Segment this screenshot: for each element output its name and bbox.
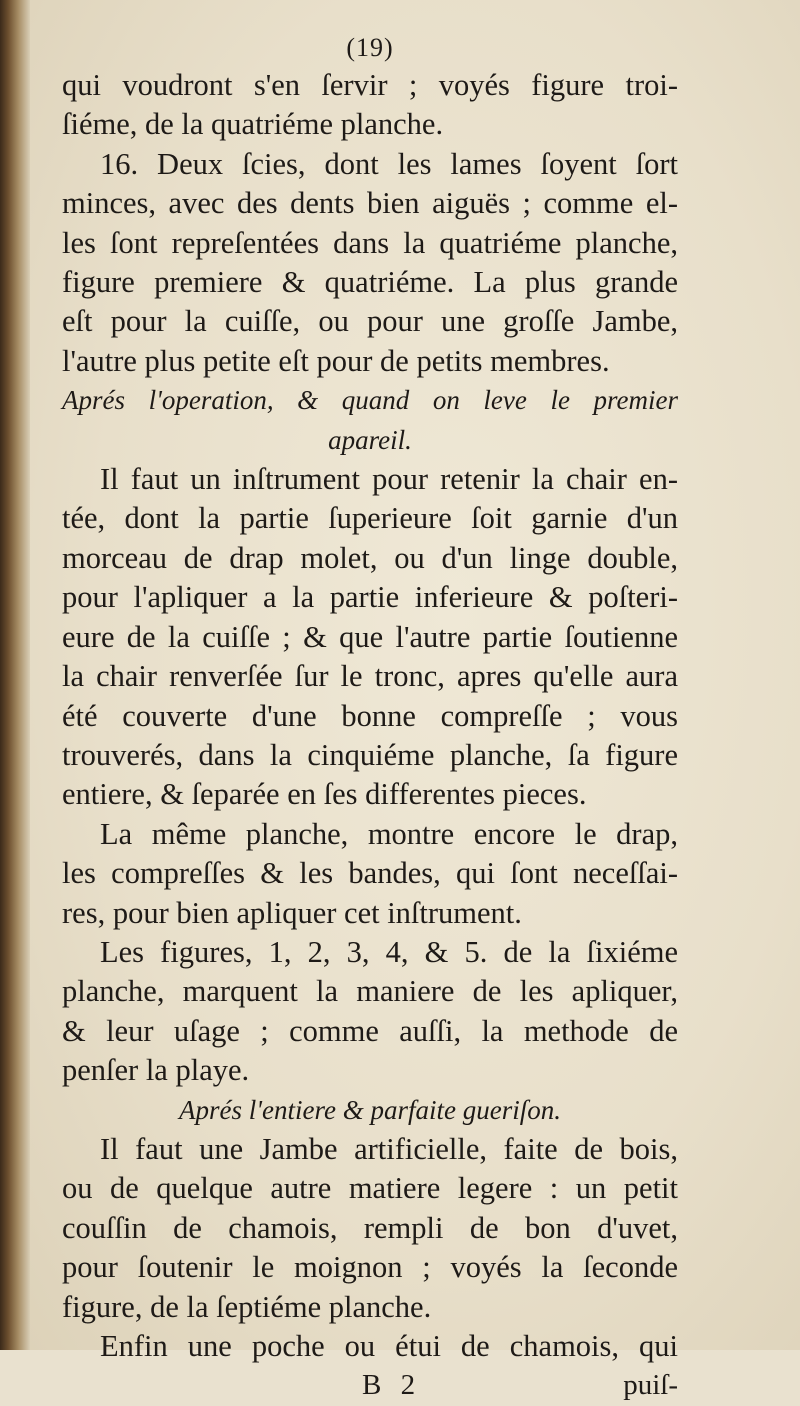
text-line: morceau de drap molet, ou d'un linge double, <box>62 540 678 575</box>
text-line: Il faut un inſtrument pour retenir la chair en- <box>100 462 678 497</box>
text-line: & leur uſage ; comme auſſi, la methode de <box>62 1013 678 1048</box>
text-line: été couverte d'une bonne compreſſe ; vous <box>62 698 678 733</box>
text-line: pour ſoutenir le moignon ; voyés la ſeconde <box>62 1250 678 1285</box>
text-line: les compreſſes & les bandes, qui ſont neceſſai- <box>62 856 678 891</box>
section-heading: Aprés l'operation, & quand on leve le premier <box>62 385 678 416</box>
text-line: figure premiere & quatriéme. La plus grande <box>62 265 678 300</box>
text-line: Les figures, 1, 2, 3, 4, & 5. de la ſixiéme <box>100 934 678 969</box>
text-line: tée, dont la partie ſuperieure ſoit garnie d'un <box>62 501 678 536</box>
book-page <box>30 0 800 1402</box>
page-text <box>62 30 678 1406</box>
text-line: qui voudront s'en ſervir ; voyés figure troi- <box>62 68 678 102</box>
text-line: ou de quelque autre matiere legere : un petit <box>62 1171 678 1206</box>
text-line: la chair renverſée ſur le tronc, apres qu'elle aura <box>62 659 678 694</box>
text-line: eſt pour la cuiſſe, ou pour une groſſe Jambe, <box>62 304 678 339</box>
text-line: ſiéme, de la quatriéme planche. <box>62 107 444 142</box>
text-line: les ſont repreſentées dans la quatriéme planche, <box>62 225 678 260</box>
catchword: puiſ- <box>623 1369 678 1402</box>
text-line: pour l'apliquer a la partie inferieure & poſteri- <box>62 580 678 615</box>
text-line: trouverés, dans la cinquiéme planche, ſa figure <box>62 737 678 772</box>
text-line: 16. Deux ſcies, dont les lames ſoyent ſort <box>100 146 678 181</box>
section-heading: apareil. <box>328 424 412 455</box>
text-line: eure de la cuiſſe ; & que l'autre partie ſoutienne <box>62 619 678 654</box>
text-line: figure, de la ſeptiéme planche. <box>62 1289 432 1324</box>
text-line: res, pour bien apliquer cet inſtrument. <box>62 895 522 930</box>
signature-mark: B 2 <box>362 1369 422 1402</box>
page-number: (19) <box>346 33 394 62</box>
text-line: La même planche, montre encore le drap, <box>100 816 678 851</box>
text-line: Enfin une poche ou étui de chamois, qui <box>100 1329 678 1363</box>
text-line: entiere, & ſeparée en ſes differentes pieces. <box>62 777 587 812</box>
text-line: Il faut une Jambe artificielle, faite de bois, <box>100 1131 678 1166</box>
text-line: minces, avec des dents bien aiguës ; comme el- <box>62 186 678 221</box>
text-line: l'autre plus petite eſt pour de petits membres. <box>62 343 610 378</box>
binding-edge <box>0 0 30 1350</box>
text-line: planche, marquent la maniere de les apliquer, <box>62 974 678 1009</box>
text-line: penſer la playe. <box>62 1053 250 1088</box>
text-line: couſſin de chamois, rempli de bon d'uvet, <box>62 1210 678 1245</box>
page-footer <box>62 1366 678 1405</box>
section-heading: Aprés l'entiere & parfaite gueriſon. <box>179 1094 561 1125</box>
